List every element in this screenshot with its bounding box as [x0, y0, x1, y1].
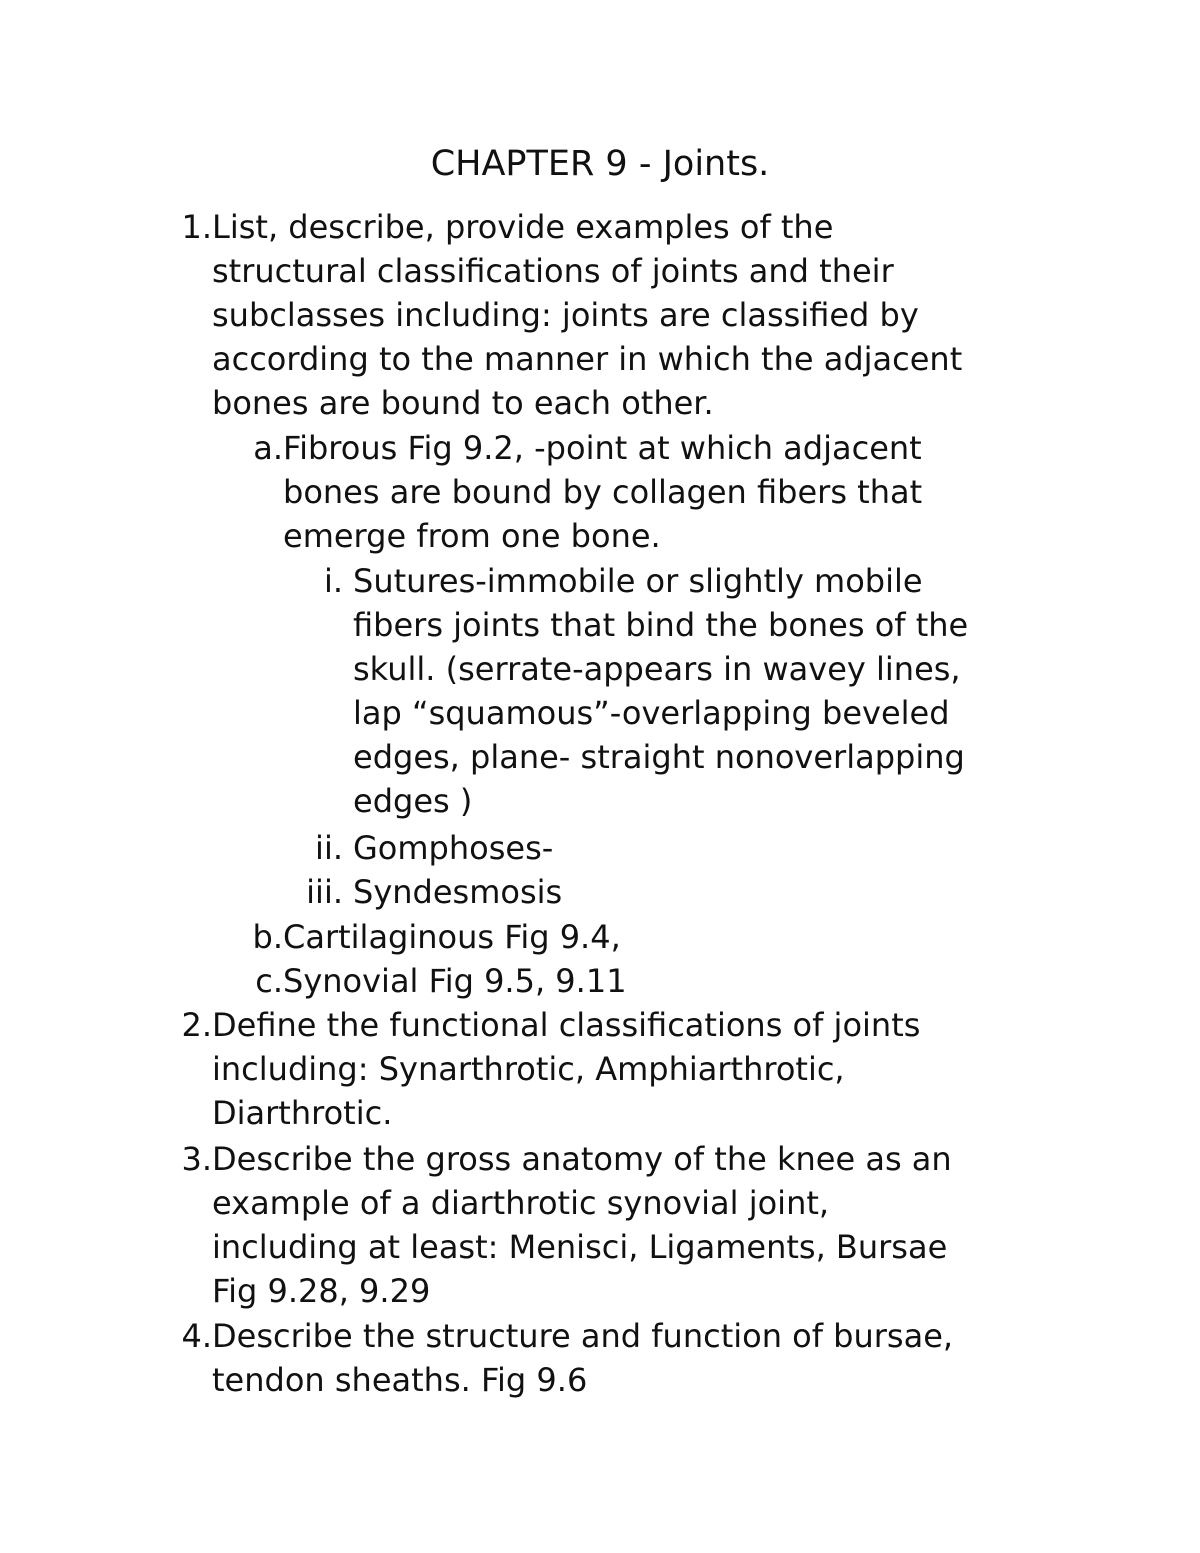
item-text: Gomphoses-: [353, 829, 554, 867]
item-text: Synovial Fig 9.5, 9.11: [283, 962, 627, 1000]
chapter-title: CHAPTER 9 - Joints.: [430, 144, 770, 184]
item-letter: c.: [255, 962, 283, 1000]
list-item-4: [181, 1314, 1072, 1402]
item-roman: iii.: [306, 873, 343, 911]
item-text: Define the functional classifications of joints including: Synarthrotic, Amphiarthrotic, Diarthrotic.: [212, 1006, 921, 1132]
item-text: Describe the structure and function of bursae, tendon sheaths. Fig 9.6: [212, 1317, 954, 1399]
item-text: Sutures-immobile or slightly mobile fibers joints that bind the bones of the skull. (serrate-appears in wavey lines, lap “squamous”-overlapping beveled edges, plane- straight nonoverlapping edges ): [353, 562, 969, 820]
item-number: 1.: [181, 208, 212, 246]
list-item-1c: [255, 959, 1043, 1003]
item-roman: ii.: [315, 829, 343, 867]
list-item-1a-ii: [315, 826, 1053, 870]
list-item-1a-i: [323, 559, 1053, 823]
list-item-3: [181, 1137, 1072, 1313]
list-item-1: [181, 205, 1072, 425]
item-text: List, describe, provide examples of the structural classifications of joints and their subclasses including: joints are classified by according to the manner in which the adjacent bones are bound to each other.: [212, 208, 963, 422]
item-text: Fibrous Fig 9.2, -point at which adjacent bones are bound by collagen fibers that emerge from one bone.: [283, 429, 923, 555]
item-number: 3.: [181, 1140, 212, 1178]
item-roman: i.: [323, 562, 343, 600]
item-text: Describe the gross anatomy of the knee as an example of a diarthrotic synovial joint, including at least: Menisci, Ligaments, Bursae Fig 9.28, 9.29: [212, 1140, 952, 1310]
item-number: 2.: [181, 1006, 212, 1044]
list-item-2: [181, 1003, 1072, 1135]
item-letter: a.: [253, 429, 283, 467]
item-letter: b.: [252, 918, 283, 956]
item-number: 4.: [181, 1317, 212, 1355]
list-item-1a: [253, 426, 1043, 558]
item-text: Cartilaginous Fig 9.4,: [283, 918, 621, 956]
list-item-1a-iii: [306, 870, 1053, 914]
list-item-1b: [252, 915, 1043, 959]
item-text: Syndesmosis: [353, 873, 563, 911]
